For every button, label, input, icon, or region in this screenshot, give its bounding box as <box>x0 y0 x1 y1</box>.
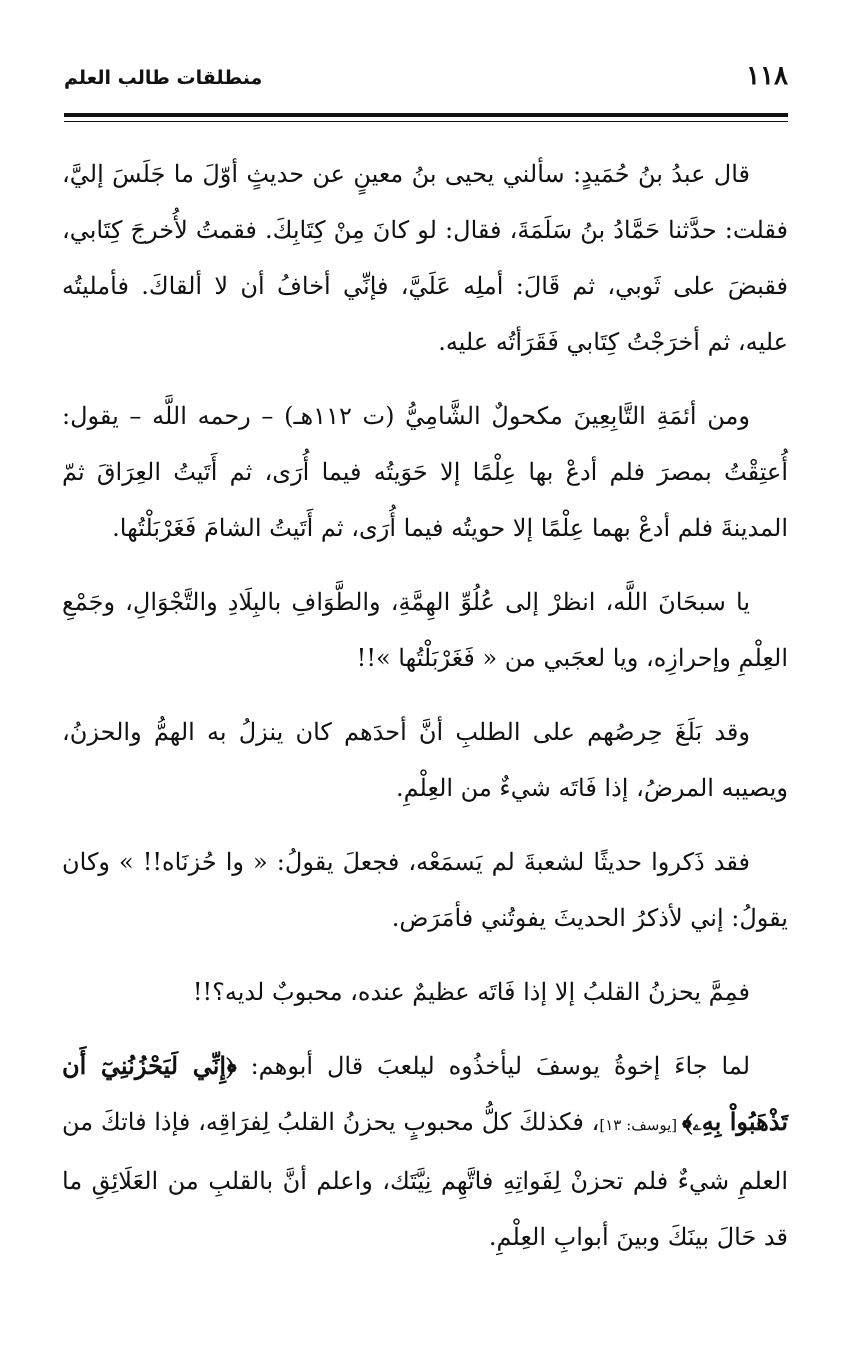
paragraph-abd-ibn-humayd: قال عبدُ بنُ حُمَيدٍ: سألني يحيى بنُ معينٍ عن حديثٍ أوّلَ ما جَلَسَ إليَّ، فقلت: حدَّثنا حَمَّادُ بنُ سَلَمَةَ، فقال: لو كانَ مِنْ كِتَابِكَ. فقمتُ لأُخرجَ كِتَابي، فقبضَ على ثَوبي، ثم قَالَ: أملِه عَلَيَّ، فإنِّي أخافُ أن لا ألقاكَ. فأمليتُه عليه، ثم أخرَجْتُ كِتَابي فَقَرَأتُه عليه. <box>62 160 788 356</box>
body-text <box>62 146 788 1283</box>
paragraph-makhul: ومن أئمَةِ التَّابِعِينَ مكحولٌ الشَّامِيُّ (ت ١١٢هـ) – رحمه اللَّه – يقول: أُعتِقْتُ بمصرَ فلم أدعْ بها عِلْمًا إلا حَوَيتُه فيما أُرَى، ثم أَتَيتُ العِرَاقَ ثمّ المدينةَ فلم أدعْ بهما عِلْمًا إلا حويتُه فيما أُرَى، ثم أَتَيتُ الشامَ فَغَرْبَلْتُها. <box>62 402 788 542</box>
header-rule-thin <box>64 121 788 122</box>
paragraph-yusuf-intro: لما جاءَ إخوةُ يوسفَ ليأخذُوه ليلعبَ قال أبوهم: <box>236 1052 751 1080</box>
header-rule-thick <box>64 113 788 117</box>
paragraph-exclamation: يا سبحَانَ اللَّه، انظرْ إلى عُلُوِّ الهِمَّةِ، والطَّوَافِ بالبِلَادِ والتَّجْوَالِ، وجَمْعِ العِلْمِ وإحرازِه، ويا لعجَبي من « فَغَرْبَلْتُها »!! <box>62 588 788 672</box>
page-number: ١١٨ <box>746 61 788 91</box>
paragraph-shuba: فقد ذَكروا حديثًا لشعبةَ لم يَسمَعْه، فجعلَ يقولُ: « وا حُزنَاه!! » وكان يقولُ: إني لأذكرُ الحديثَ يفوتُني فأمَرَض. <box>62 848 788 932</box>
page-header <box>64 56 788 96</box>
running-title: منطلقات طالب العلم <box>64 67 263 89</box>
quran-verse: ﴿إِنِّي لَيَحْزُنُنِيٓ أَن تَذْهَبُواْ بِهِۦ﴾ <box>62 1051 789 1136</box>
paragraph-question: فمِمَّ يحزنُ القلبُ إلا إذا فَاتَه عظيمٌ عنده، محبوبٌ لديه؟!! <box>192 978 750 1006</box>
paragraph-eagerness: وقد بَلَغَ حِرصُهم على الطلبِ أنَّ أحدَهم كان ينزلُ به الهمُّ والحزنُ، ويصيبه المرضُ، إذا فَاتَه شيءٌ من العِلْمِ. <box>62 718 788 802</box>
verse-citation: [يوسف: ١٣] <box>599 1116 683 1134</box>
paragraph-yusuf <box>62 1038 788 1265</box>
paragraph-yusuf-body: ، فكذلكَ كلُّ محبوبٍ يحزنُ القلبُ لِفرَاقِه، فإذا فاتكَ من العلمِ شيءٌ فلم تحزنْ لِفَواتِهِ فاتَّهِم نِيَّتَك، واعلم أنَّ بالقلبِ من العَلَائِقِ ما قد حَالَ بينَكَ وبينَ أبوابِ العِلْمِ. <box>62 1108 788 1251</box>
